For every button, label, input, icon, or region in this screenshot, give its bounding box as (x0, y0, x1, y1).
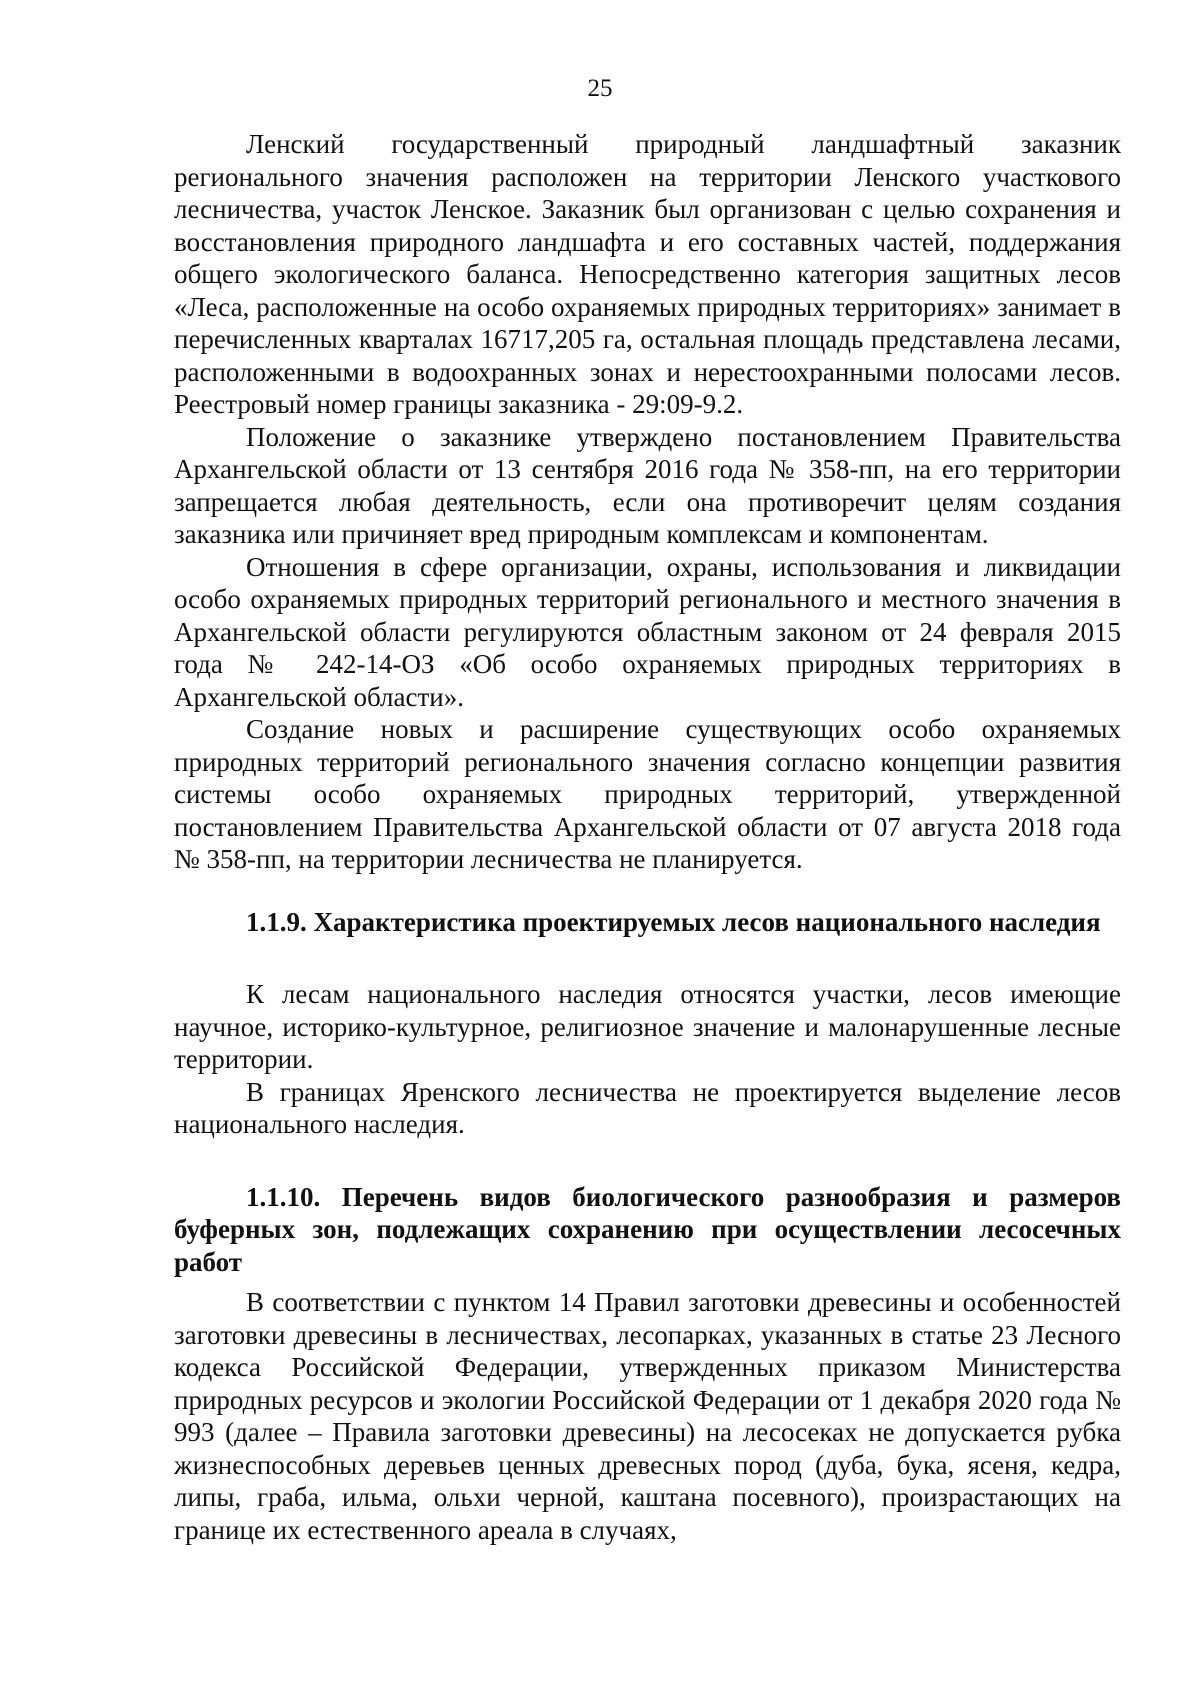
spacer (174, 938, 1121, 978)
spacer (174, 1141, 1121, 1181)
paragraph-new-protected-areas: Создание новых и расширение существующих особо охраняемых природных территорий регионального значения согласно концепции развития системы особо охраняемых природных территорий, утвержденной постановлением Правительства Архангельской области от 07 августа 2018 года № 358-пп, на территории лесничества не планируется. (174, 714, 1121, 874)
paragraph-protected-areas-law: Отношения в сфере организации, охраны, использования и ликвидации особо охраняемых природных территорий регионального и местного значения в Архангельской области регулируются областным законом от 24 февраля 2015 года № 242-14-ОЗ «Об особо охраняемых природных территориях в Архангельской области». (174, 551, 1121, 712)
spacer (174, 876, 1121, 906)
page-number: 25 (587, 75, 613, 102)
paragraph-logging-rules: В соответствии с пунктом 14 Правил заготовки древесины и особенностей заготовки древесины в лесничествах, лесопарках, указанных в статье 23 Лесного кодекса Российской Федерации, утвержденных приказом Министерства природных ресурсов и экологии Российской Федерации от 1 декабря 2020 года № 993 (далее – Правила заготовки древесины) на лесосеках не допускается рубка жизнеспособных деревьев ценных древесных пород (дуба, бука, ясеня, кедра, липы, граба, ильма, ольхи черной, каштана посевного), произрастающих на границе их естественного ареала в случаях, (174, 1287, 1121, 1545)
paragraph-yarensky-forestry: В границах Яренского лесничества не проектируется выделение лесов национального наследия. (174, 1076, 1121, 1139)
section-heading-1-1-9: 1.1.9. Характеристика проектируемых лесов национального наследия (246, 906, 1101, 937)
paragraph-lensky-reserve: Ленский государственный природный ландшафтный заказник регионального значения расположен на территории Ленского участкового лесничества, участок Ленское. Заказник был организован с целью сохранения и восстановления природного ландшафта и его составных частей, поддержания общего экологического баланса. Непосредственно категория защитных лесов «Леса, расположенные на особо охраняемых природных территориях» занимает в перечисленных кварталах 16717,205 га, остальная площадь представлена лесами, расположенными в водоохранных зонах и нерестоохранными полосами лесов. Реестровый номер границы заказника - 29:09-9.2. (174, 129, 1121, 419)
spacer (174, 1278, 1121, 1286)
document-body (174, 128, 1121, 1546)
paragraph-reserve-regulation: Положение о заказнике утверждено постановлением Правительства Архангельской области от 13 сентября 2016 года № 358-пп, на его территории запрещается любая деятельность, если она противоречит целям создания заказника или причиняет вред природным комплексам и компонентам. (174, 421, 1121, 549)
paragraph-national-heritage-forests: К лесам национального наследия относятся участки, лесов имеющие научное, историко-культурное, религиозное значение и малонарушенные лесные территории. (174, 979, 1121, 1074)
section-heading-1-1-10: 1.1.10. Перечень видов биологического разнообразия и размеров буферных зон, подлежащих сохранению при осуществлении лесосечных работ (174, 1181, 1121, 1277)
